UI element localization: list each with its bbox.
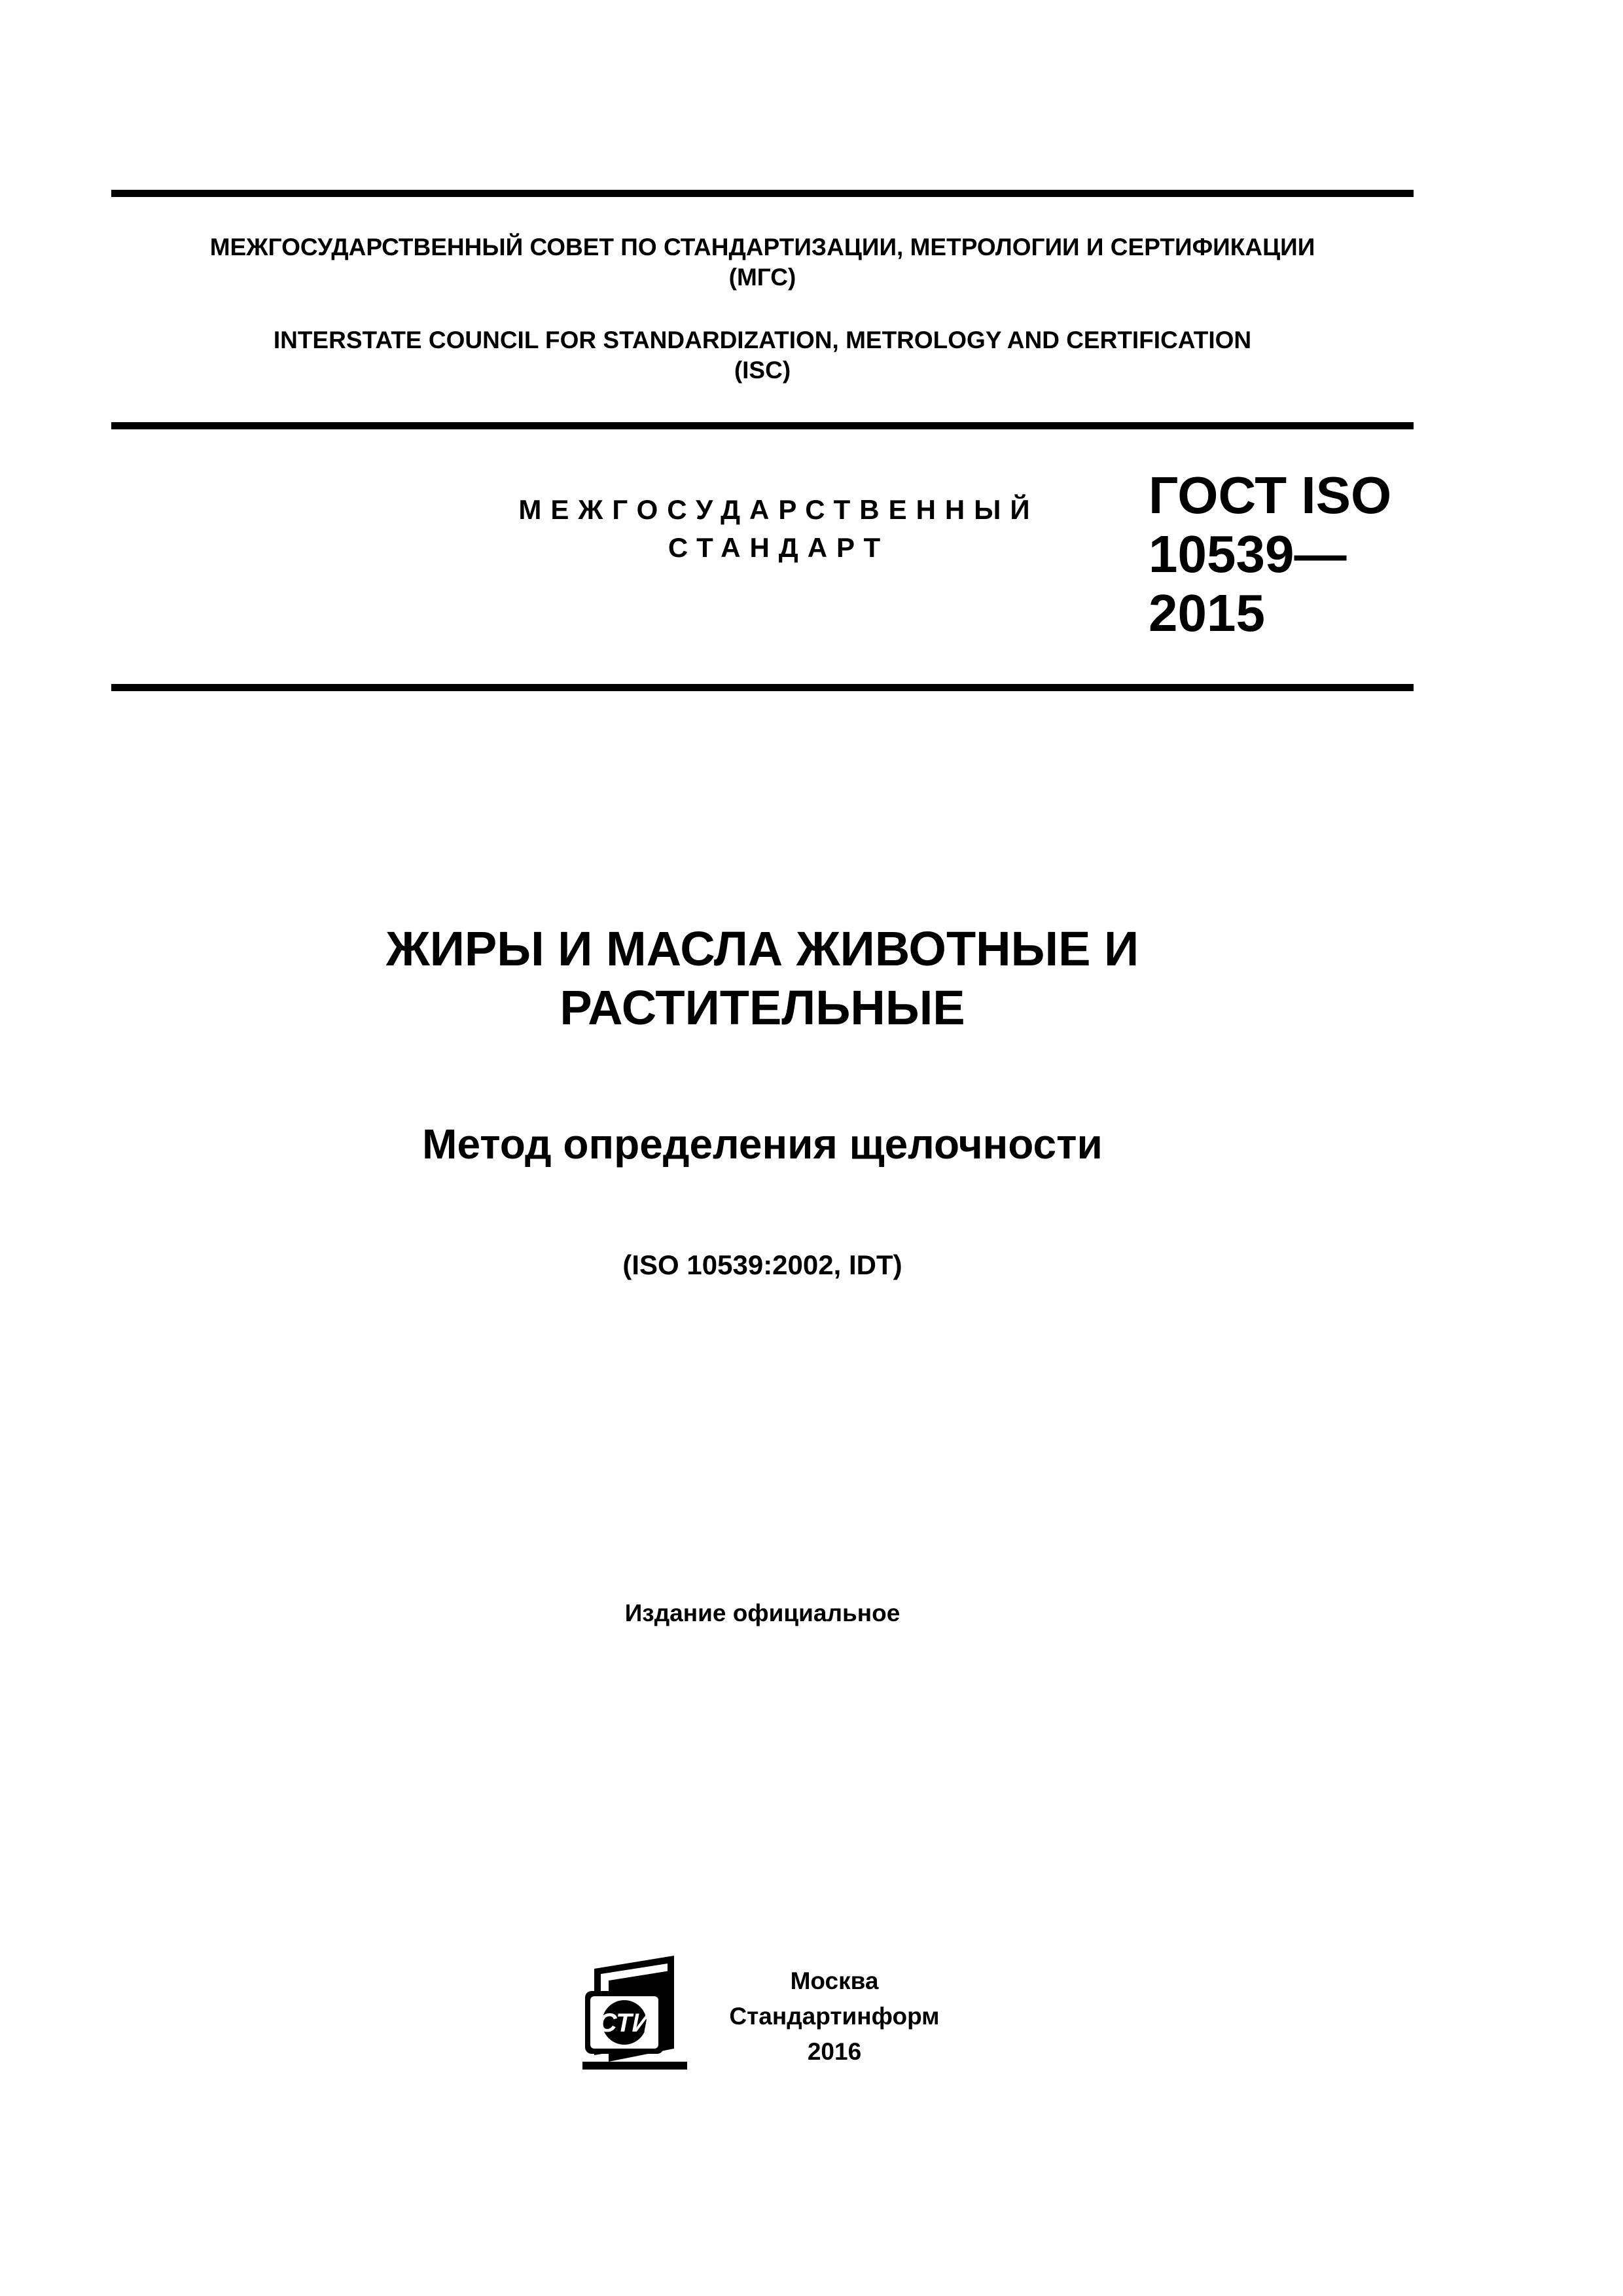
svg-text:СТИ: СТИ: [597, 2009, 651, 2037]
publication-year: 2016: [807, 2038, 862, 2065]
publisher-name: Стандартинформ: [729, 2003, 940, 2030]
standard-type-label: [471, 491, 1086, 567]
middle-rule: [111, 422, 1414, 429]
council-name-en: [111, 325, 1414, 386]
council-abbr-ru: (МГС): [728, 264, 796, 291]
standard-code-line1: ГОСТ ISO: [1149, 466, 1392, 524]
standard-type-line1: МЕЖГОСУДАРСТВЕННЫЙ: [518, 494, 1039, 525]
publisher-city: Москва: [790, 1967, 879, 1994]
document-title-line1: ЖИРЫ И МАСЛА ЖИВОТНЫЕ И: [385, 922, 1139, 976]
iso-reference: (ISO 10539:2002, IDT): [622, 1249, 902, 1280]
council-name-en-line1: INTERSTATE COUNCIL FOR STANDARDIZATION, METROLOGY AND CERTIFICATION: [273, 327, 1252, 353]
standard-code-line3: 2015: [1149, 584, 1265, 642]
edition-note: Издание официальное: [624, 1600, 901, 1626]
standartinform-logo: [576, 1950, 694, 2075]
document-title: [111, 920, 1414, 1037]
publisher-block: [704, 1964, 965, 2070]
document-subtitle: Метод определения щелочности: [422, 1121, 1103, 1168]
council-name-ru-line1: МЕЖГОСУДАРСТВЕННЫЙ СОВЕТ ПО СТАНДАРТИЗАЦИИ, МЕТРОЛОГИИ И СЕРТИФИКАЦИИ: [209, 234, 1315, 260]
standard-code: [1149, 466, 1423, 643]
council-name-ru: [111, 232, 1414, 293]
top-rule: [111, 190, 1414, 197]
standard-type-line2: СТАНДАРТ: [668, 532, 890, 563]
bottom-rule: [111, 684, 1414, 691]
standard-code-line2: 10539—: [1149, 525, 1347, 583]
council-abbr-en: (ISC): [734, 357, 791, 384]
document-title-line2: РАСТИТЕЛЬНЫЕ: [560, 980, 965, 1035]
